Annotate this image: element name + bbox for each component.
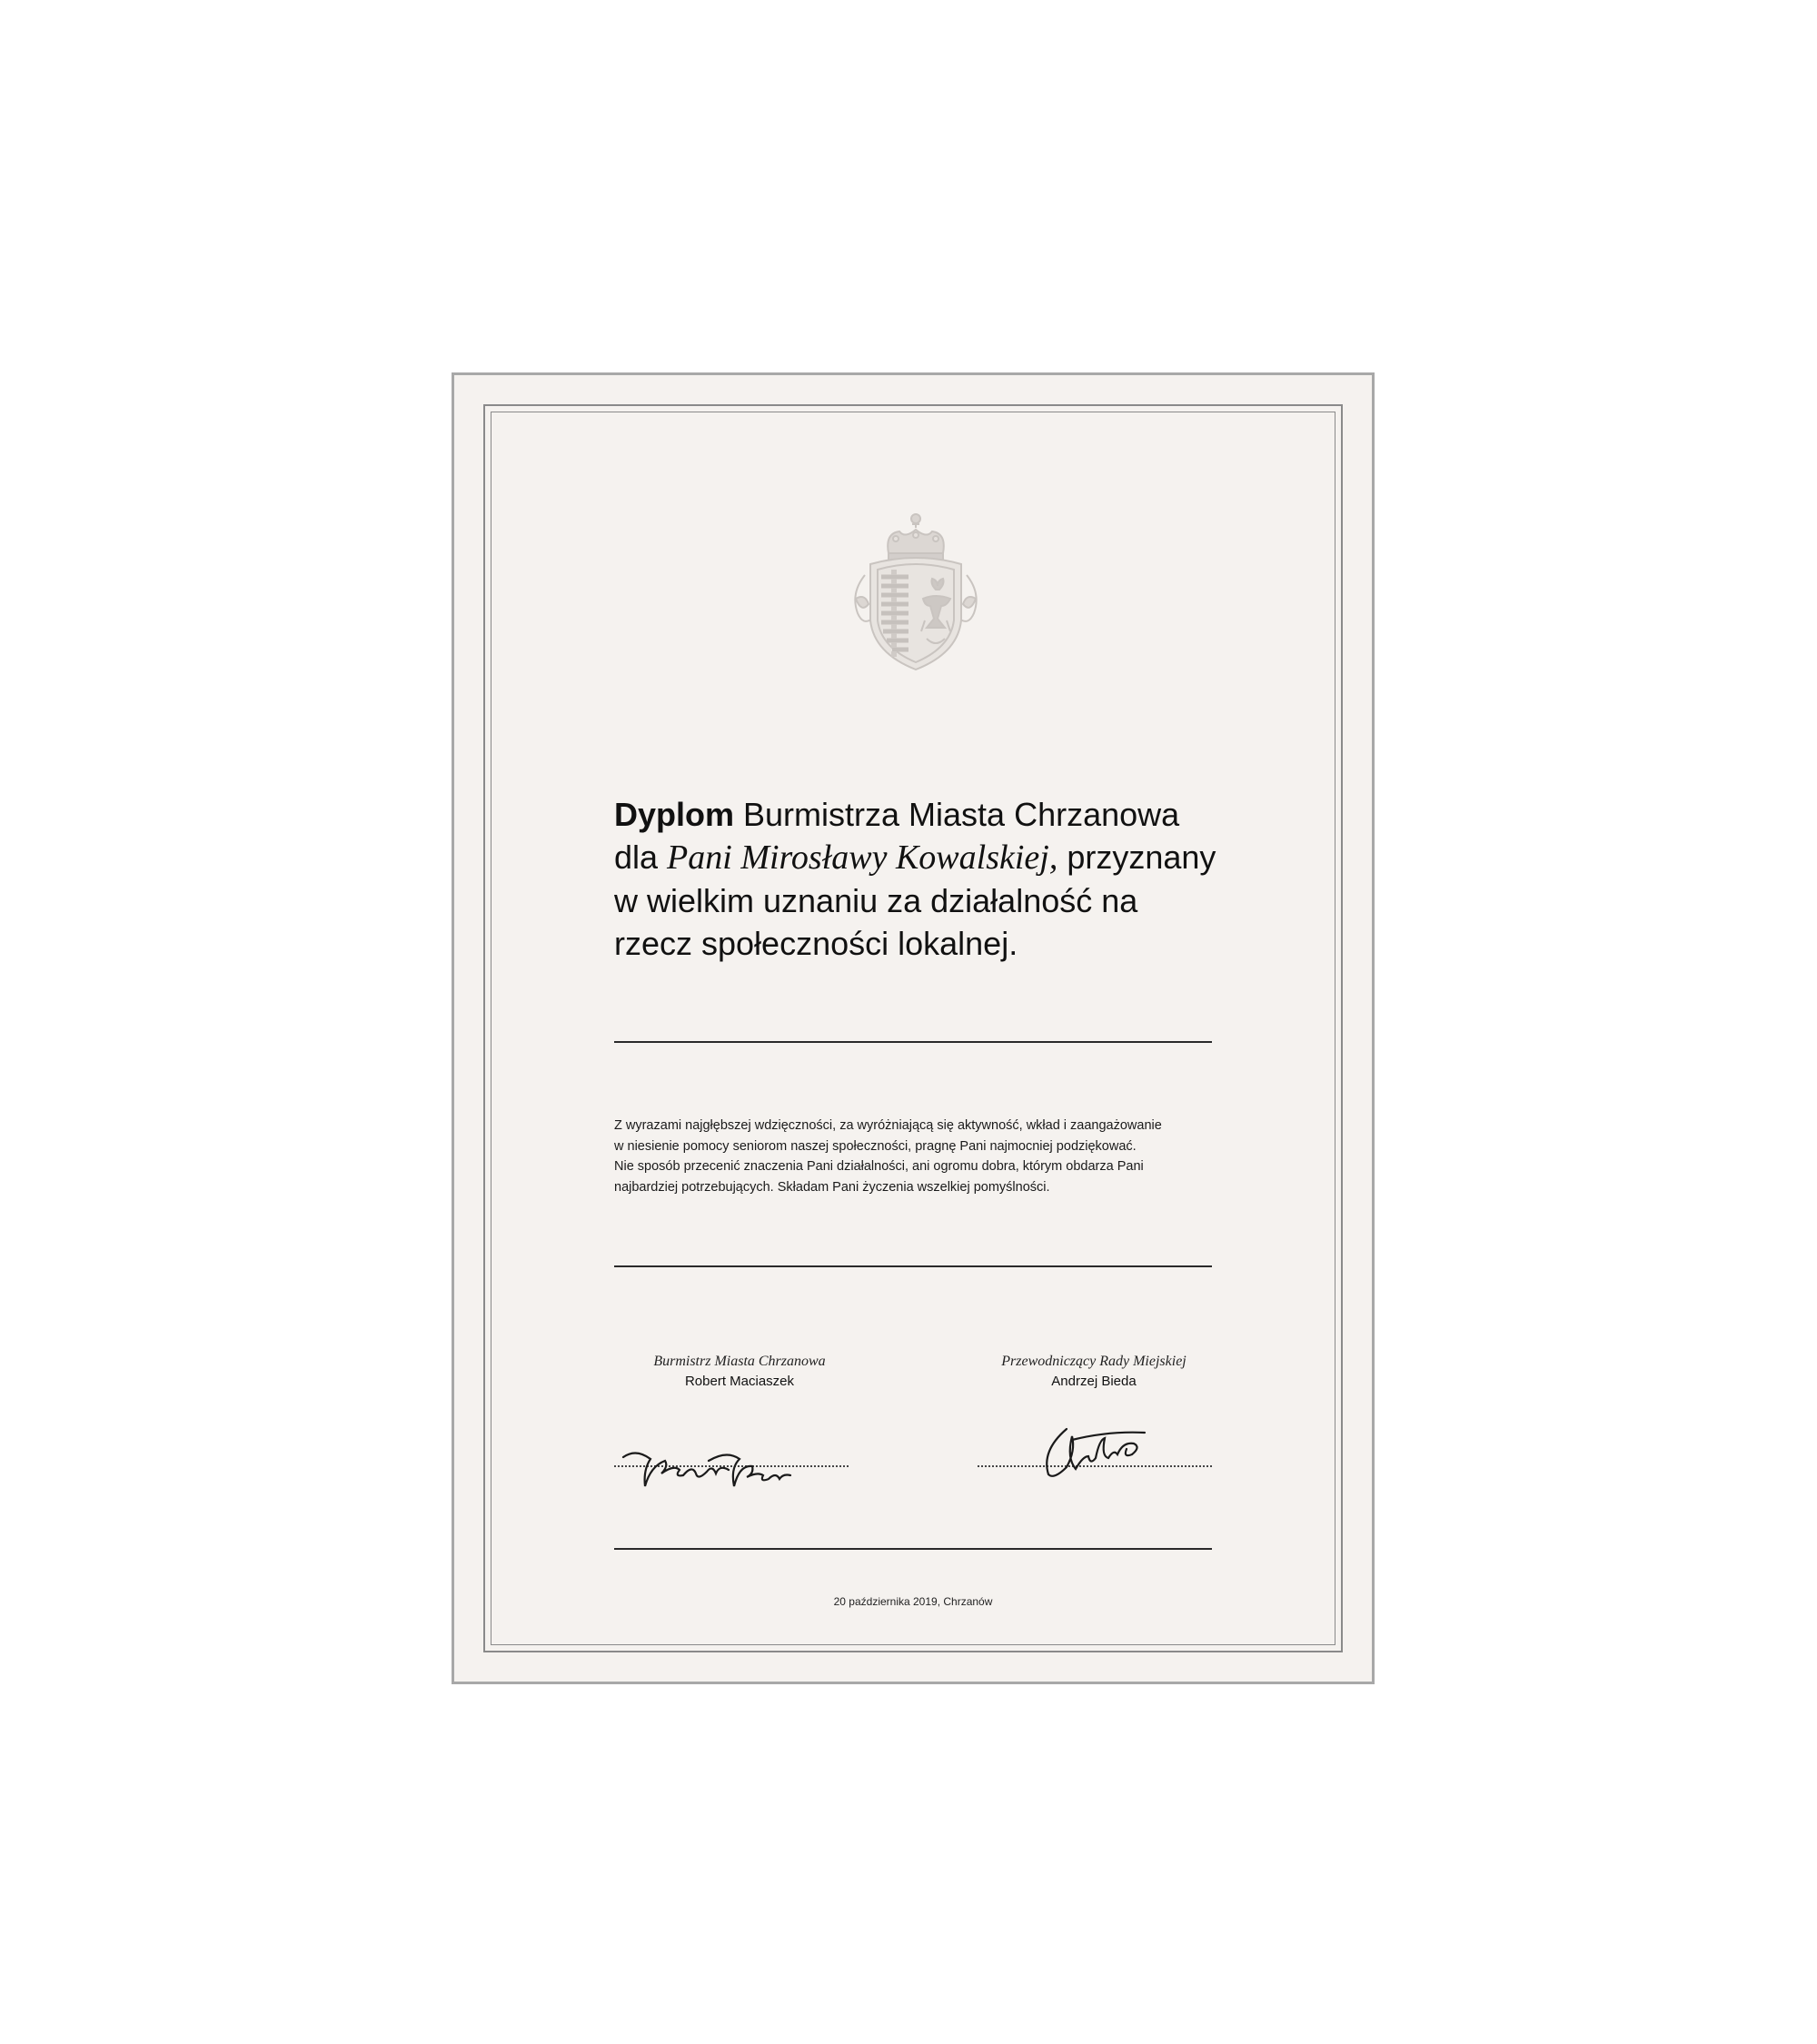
- divider-top: [614, 1041, 1212, 1043]
- dedication-line: Z wyrazami najgłębszej wdzięczności, za wyróżniającą się aktywność, wkład i zaangażowanie: [614, 1118, 1162, 1133]
- coat-of-arms-icon: [849, 511, 983, 673]
- headline-prefix: dla: [614, 838, 668, 876]
- signatory-name: Robert Maciaszek: [684, 1374, 795, 1389]
- signatory-mayor: [621, 1352, 858, 1392]
- signatory-council-chair: [976, 1352, 1212, 1392]
- headline-suffix: przyznany: [1057, 838, 1216, 876]
- divider-bottom: [614, 1548, 1212, 1550]
- date-place: 20 października 2019, Chrzanów: [833, 1595, 993, 1608]
- dedication-text: [614, 1116, 1223, 1197]
- headline-issuer: Burmistrza Miasta Chrzanowa: [734, 796, 1180, 833]
- headline-line-4: rzecz społeczności lokalnej.: [614, 925, 1018, 962]
- headline-bold-word: Dyplom: [614, 796, 735, 833]
- recipient-name: Pani Mirosławy Kowalskiej,: [667, 838, 1058, 877]
- signatory-title: Burmistrz Miasta Chrzanowa: [653, 1354, 826, 1369]
- headline-line-2: [614, 836, 1232, 879]
- dedication-line: najbardziej potrzebujących. Składam Pani życzenia wszelkiej pomyślności.: [614, 1179, 1050, 1195]
- signatory-name: Andrzej Bieda: [1051, 1374, 1137, 1389]
- dedication-line: Nie sposób przecenić znaczenia Pani działalności, ani ogromu dobra, którym obdarza Pani: [614, 1159, 1144, 1174]
- headline-line-3: w wielkim uznaniu za działalność na: [614, 882, 1138, 919]
- diploma-sheet: [452, 372, 1375, 1684]
- signature-council-chair-icon: [1036, 1420, 1163, 1483]
- dedication-line: w niesienie pomocy seniorom naszej społeczności, pragnę Pani najmocniej podziękować.: [614, 1138, 1137, 1154]
- signatory-title: Przewodniczący Rady Miejskiej: [1001, 1354, 1187, 1369]
- diploma-headline: [614, 793, 1232, 965]
- headline-line-1: [614, 793, 1232, 836]
- divider-middle: [614, 1265, 1212, 1267]
- signature-mayor-icon: [618, 1434, 827, 1497]
